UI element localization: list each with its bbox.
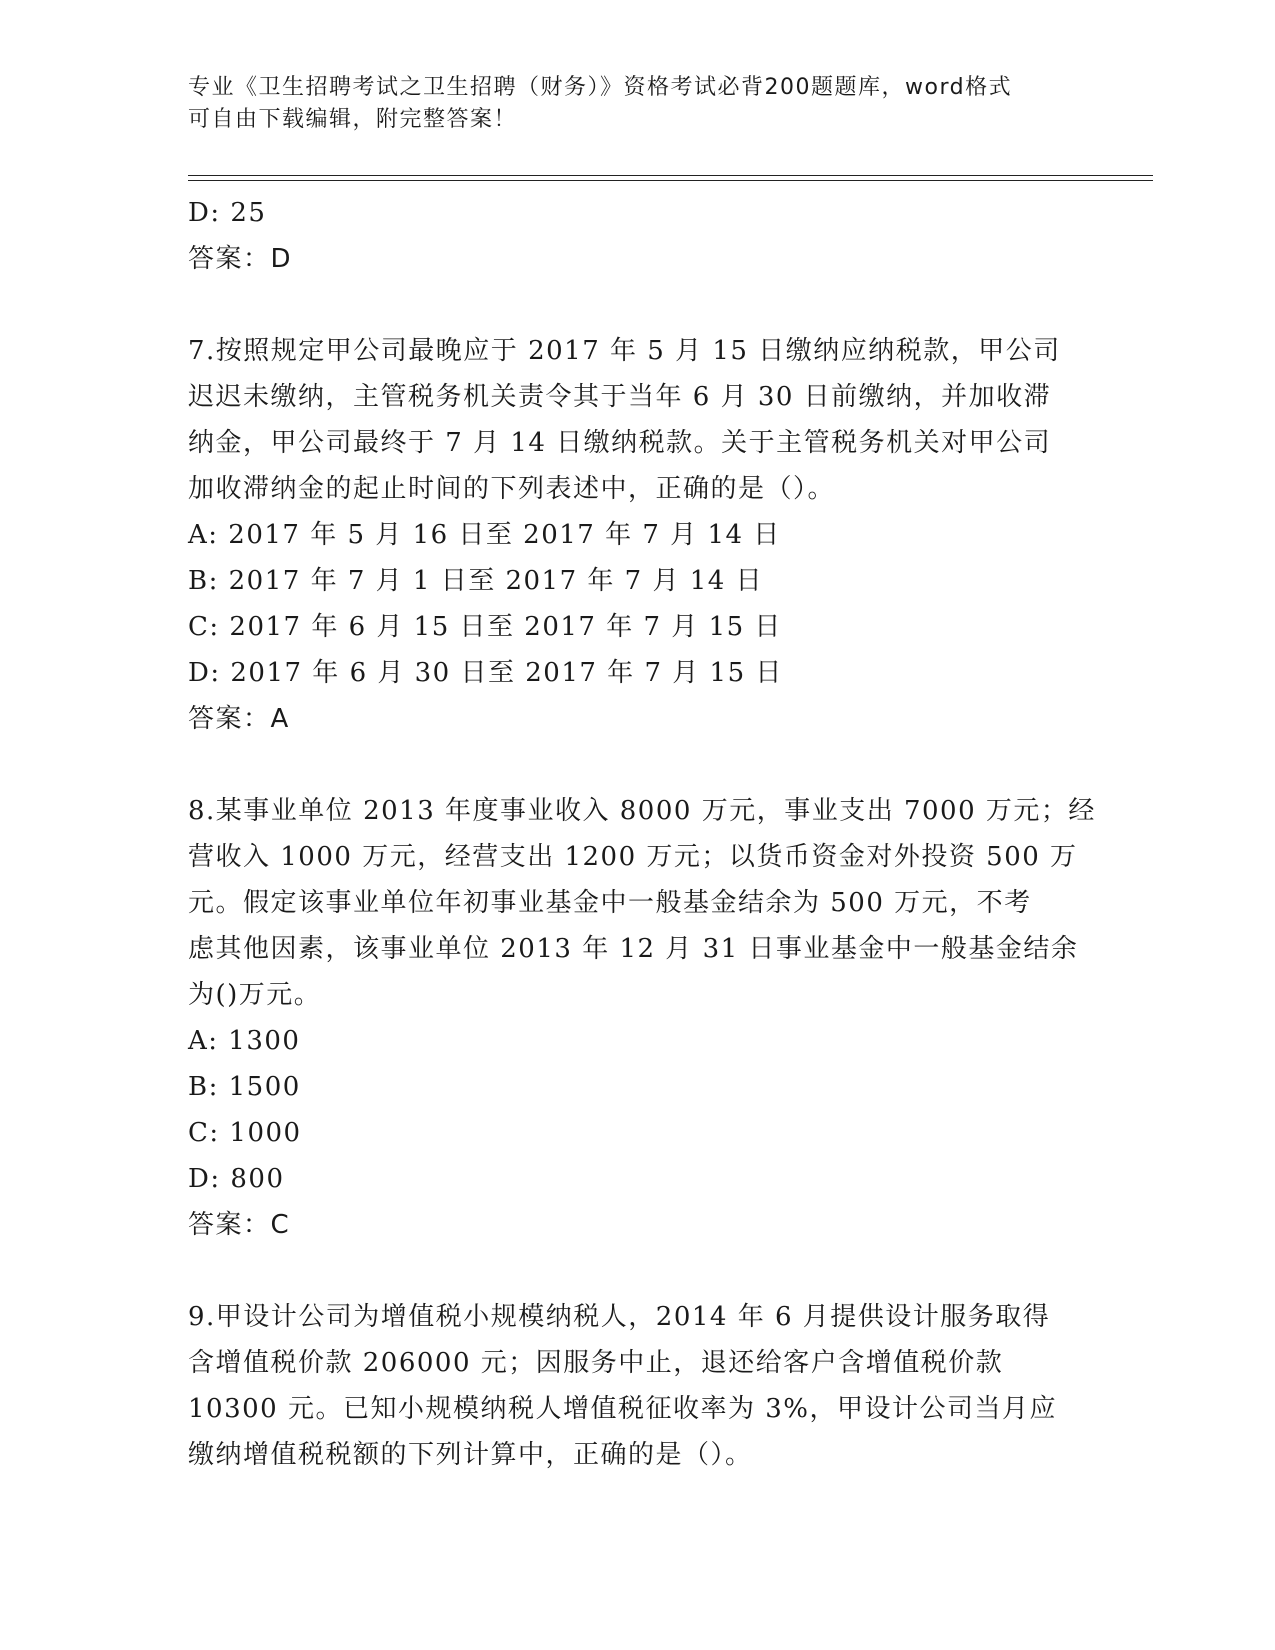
question-line: 纳金，甲公司最终于 7 月 14 日缴纳税款。关于主管税务机关对甲公司 — [188, 428, 1052, 458]
option-d: D: 2017 年 6 月 30 日至 2017 年 7 月 15 日 — [188, 658, 783, 688]
spacer — [188, 1248, 1088, 1294]
question-8 — [188, 788, 1096, 1248]
question-line: 营收入 1000 万元，经营支出 1200 万元；以货币资金对外投资 500 万 — [188, 842, 1078, 872]
question-line: 7.按照规定甲公司最晚应于 2017 年 5 月 15 日缴纳应纳税款，甲公司 — [188, 336, 1061, 366]
option-b: B: 2017 年 7 月 1 日至 2017 年 7 月 14 日 — [188, 566, 764, 596]
answer-line: 答案：D — [188, 244, 293, 274]
question-7 — [188, 328, 1088, 742]
option-a: A: 1300 — [188, 1026, 301, 1056]
header-rule-top — [188, 175, 1153, 176]
question-line: 加收滞纳金的起止时间的下列表述中，正确的是（）。 — [188, 474, 836, 504]
question-line: 虑其他因素，该事业单位 2013 年 12 月 31 日事业基金中一般基金结余 — [188, 934, 1079, 964]
answer-line: 答案：A — [188, 704, 290, 734]
previous-question-tail — [188, 190, 1088, 282]
question-line: 含增值税价款 206000 元；因服务中止，退还给客户含增值税价款 — [188, 1348, 1004, 1378]
question-line: 8.某事业单位 2013 年度事业收入 8000 万元，事业支出 7000 万元；经 — [188, 796, 1096, 826]
option-d: D: 25 — [188, 198, 267, 228]
header-rule-bottom — [188, 180, 1153, 181]
question-line: 元。假定该事业单位年初事业基金中一般基金结余为 500 万元，不考 — [188, 888, 1032, 918]
header-line-2: 可自由下载编辑，附完整答案！ — [188, 107, 518, 132]
question-text — [188, 1294, 1088, 1478]
question-text — [188, 788, 1096, 1018]
question-line: 9.甲设计公司为增值税小规模纳税人，2014 年 6 月提供设计服务取得 — [188, 1302, 1051, 1332]
answer-line: 答案：C — [188, 1210, 291, 1240]
option-c: C: 1000 — [188, 1118, 302, 1148]
question-9 — [188, 1294, 1088, 1478]
question-text — [188, 328, 1088, 512]
document-body — [188, 190, 1096, 1478]
option-b: B: 1500 — [188, 1072, 301, 1102]
question-line: 迟迟未缴纳，主管税务机关责令其于当年 6 月 30 日前缴纳，并加收滞 — [188, 382, 1052, 412]
question-line: 缴纳增值税税额的下列计算中，正确的是（）。 — [188, 1440, 753, 1470]
header-line-1: 专业《卫生招聘考试之卫生招聘（财务）》资格考试必背200题题库，word格式 — [188, 75, 1013, 100]
question-line: 为()万元。 — [188, 980, 322, 1010]
spacer — [188, 282, 1088, 328]
option-d: D: 800 — [188, 1164, 285, 1194]
option-a: A: 2017 年 5 月 16 日至 2017 年 7 月 14 日 — [188, 520, 781, 550]
spacer — [188, 742, 1088, 788]
option-c: C: 2017 年 6 月 15 日至 2017 年 7 月 15 日 — [188, 612, 782, 642]
page-header — [188, 72, 1068, 136]
question-line: 10300 元。已知小规模纳税人增值税征收率为 3%，甲设计公司当月应 — [188, 1394, 1057, 1424]
